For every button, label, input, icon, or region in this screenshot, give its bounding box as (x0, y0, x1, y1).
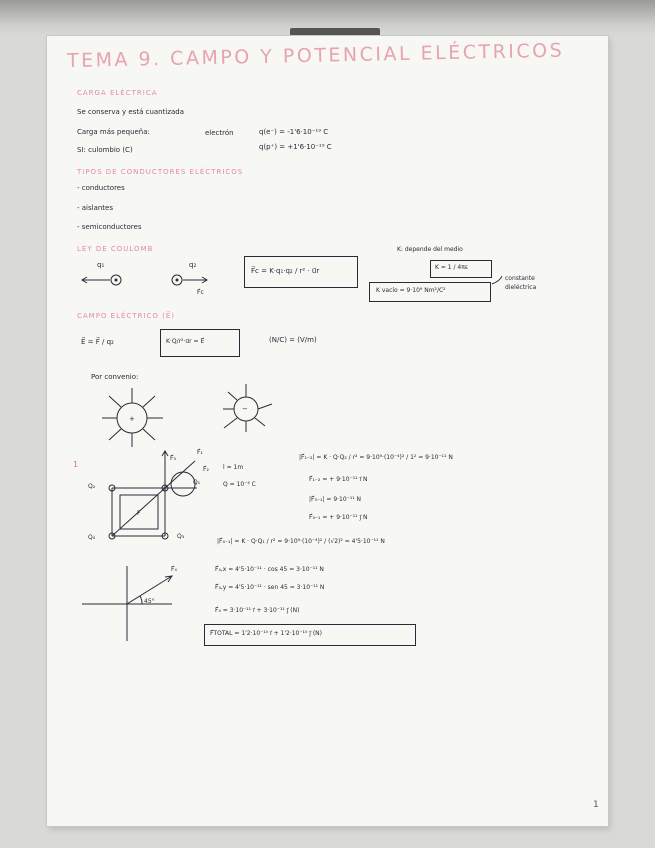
q2-label: Q₂ (88, 483, 96, 490)
q3-label: Q₃ (177, 533, 185, 540)
k-vacio: K vacío = 9·10⁹ Nm²/C² (376, 287, 446, 294)
calc-line-1: |F⃗₁₋₂| = K · Q·Q₂ / r² = 9·10⁹·(10⁻⁴)² / 1² = 9·10⁻¹¹ N (299, 454, 453, 461)
charge-square-diagram (109, 451, 197, 539)
k-comment: constante dieléctrica (505, 275, 537, 291)
coulomb-fc-label: F⃗c (197, 289, 204, 296)
carga-line-2-value: q(e⁻) = -1'6·10⁻¹⁹ C (259, 128, 329, 136)
calc-line-4: F⃗₃₋₁ = + 9·10⁻¹¹ j⃗ N (309, 514, 368, 521)
campo-convenio: Por convenio: (91, 373, 139, 381)
notebook-page (47, 36, 608, 826)
k-formula: K = 1 / 4πε (435, 264, 469, 271)
calc-line-8: F⃗₄ = 3·10⁻¹¹ i⃗ + 3·10⁻¹¹ j⃗ (N) (215, 607, 300, 614)
calc-line-3: |F⃗₃₋₁| = 9·10⁻¹¹ N (309, 496, 362, 503)
tipos-item-1: - conductores (77, 184, 125, 192)
f4-vector-arrow-icon (127, 576, 172, 604)
carga-heading: CARGA ELÉCTRICA (77, 89, 158, 97)
k-bracket-icon (492, 276, 502, 284)
negative-charge-field-icon (223, 384, 272, 432)
force-circle-icon (171, 472, 195, 496)
l-value: l = 1m (223, 464, 244, 471)
scan-top-edge (0, 0, 655, 36)
f1-label: F⃗₁ (197, 449, 203, 456)
calc-line-5: |F⃗₄₋₁| = K · Q·Q₁ / r² = 9·10⁹·(10⁻⁴)² / (√2)² = 4'5·10⁻¹¹ N (217, 538, 385, 545)
f4-axes-diagram (82, 566, 172, 641)
f3-label: F⃗₃ (170, 455, 176, 462)
f2-label: F⃗₂ (203, 466, 209, 473)
coulomb-q2-label: q₂ (189, 261, 197, 269)
carga-line-3-label: SI: culombio (C) (77, 146, 133, 154)
hand-drawings (47, 36, 608, 826)
campo-heading: CAMPO ELÉCTRICO (E⃗) (77, 312, 176, 320)
f4-label: F⃗₄ (171, 566, 177, 573)
carga-line-1: Se conserva y está cuantizada (77, 108, 185, 116)
campo-formula-1: E⃗ = F⃗ / q₂ (81, 338, 114, 346)
carga-line-2-name: electrón (205, 129, 234, 137)
negative-charge-sign: − (242, 405, 248, 413)
angle-label: 45° (144, 598, 155, 605)
coulomb-q1-label: q₁ (97, 261, 105, 269)
carga-line-3-value: q(p⁺) = +1'6·10⁻¹⁹ C (259, 143, 332, 151)
tipos-item-2: - aislantes (77, 204, 114, 212)
k-note: K: depende del medio (397, 246, 463, 253)
calc-line-7: F⃗₄,y = 4'5·10⁻¹¹ · sen 45 = 3·10⁻¹¹ N (215, 584, 325, 591)
positive-charge-sign: + (129, 415, 135, 423)
coulomb-heading: LEY DE COULOMB (77, 245, 154, 253)
calc-line-2: F⃗₁₋₂ = + 9·10⁻¹¹ i⃗ N (309, 476, 368, 483)
carga-line-2-label: Carga más pequeña: (77, 128, 150, 136)
total-force: F⃗TOTAL = 1'2·10⁻¹⁰ i⃗ + 1'2·10⁻¹⁰ j⃗ (N) (210, 630, 323, 637)
tipos-item-3: - semiconductores (77, 223, 142, 231)
calc-line-6: F⃗₄,x = 4'5·10⁻¹¹ · cos 45 = 3·10⁻¹¹ N (215, 566, 324, 573)
page-number: 1 (593, 800, 599, 810)
positive-charge-field-icon (102, 388, 163, 447)
f-label: F (137, 510, 141, 517)
q-value: Q = 10⁻⁴ C (223, 481, 256, 488)
page-title: TEMA 9. CAMPO Y POTENCIAL ELÉCTRICOS (66, 39, 565, 72)
campo-units: (N/C) = (V/m) (269, 336, 317, 344)
coulomb-formula: F⃗c = K·q₁·q₂ / r² · u⃗r (251, 267, 320, 275)
q4-label: Q₄ (88, 534, 96, 541)
campo-formula-2: K·Q/r²·u⃗r = E⃗ (166, 338, 205, 345)
q1-label: Q₁ (193, 479, 201, 486)
exercise-number: 1 (73, 460, 79, 469)
tipos-heading: TIPOS DE CONDUCTORES ELÉCTRICOS (77, 168, 244, 176)
